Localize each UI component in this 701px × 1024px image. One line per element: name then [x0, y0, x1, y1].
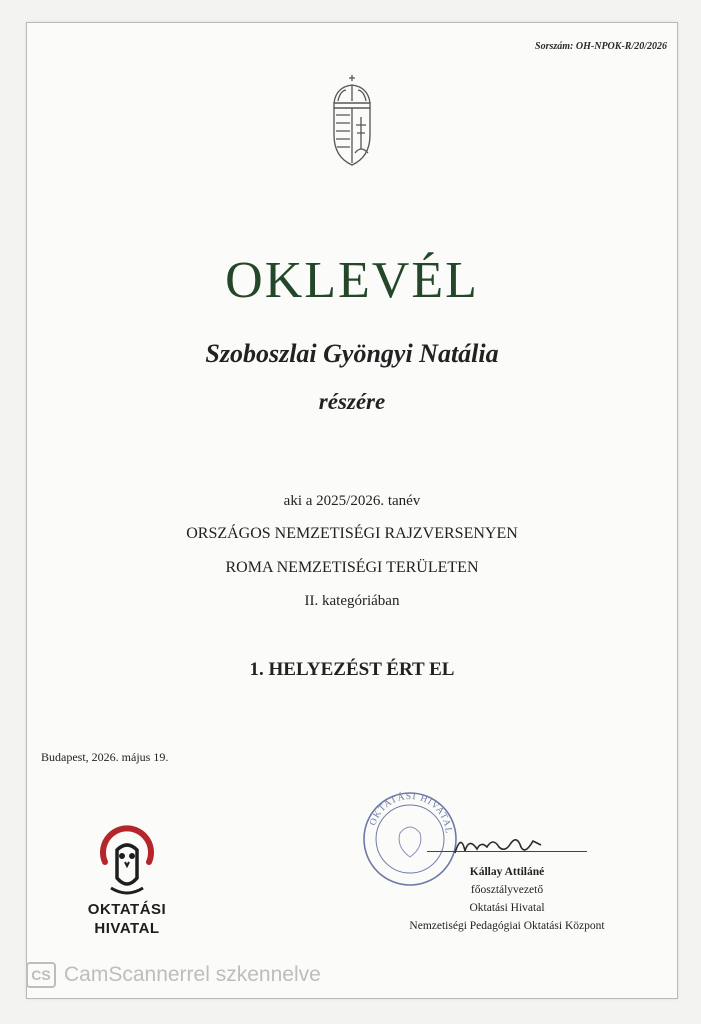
- coat-of-arms-icon: [328, 73, 376, 169]
- signer-block: [357, 863, 657, 935]
- signature: [447, 823, 547, 863]
- signer-org-2: Nemzetiségi Pedagógiai Oktatási Központ: [409, 920, 605, 932]
- recipient-suffix: részére: [318, 389, 386, 414]
- signer-position: főosztályvezető: [470, 884, 544, 896]
- body-line-3: ROMA NEMZETISÉGI TERÜLETEN: [225, 559, 479, 576]
- body-line-2: ORSZÁGOS NEMZETISÉGI RAJZVERSENYEN: [186, 525, 518, 542]
- body-line-4: II. kategóriában: [304, 593, 400, 609]
- place-date: Budapest, 2026. május 19.: [41, 750, 169, 764]
- body-line-1: aki a 2025/2026. tanév: [283, 493, 421, 509]
- scanner-watermark: [26, 962, 321, 988]
- svg-text:OKTATÁSI HIVATAL: [368, 790, 453, 835]
- serial-number: Sorszám: OH-NPOK-R/20/2026: [535, 41, 667, 52]
- recipient-name: Szoboszlai Gyöngyi Natália: [205, 339, 499, 368]
- result-text: 1. HELYEZÉST ÉRT EL: [249, 659, 455, 680]
- signer-org-1: Oktatási Hivatal: [469, 902, 545, 914]
- certificate-sheet: [26, 22, 678, 999]
- logo-line-1: OKTATÁSI: [87, 901, 167, 918]
- certificate-title: OKLEVÉL: [225, 252, 479, 309]
- stamp-text: OKTATÁSI HIVATAL: [368, 791, 454, 835]
- signature-line: [427, 851, 587, 852]
- camscanner-icon: CS: [26, 962, 56, 988]
- watermark-text: CamScannerrel szkennelve: [64, 963, 321, 986]
- owl-logo-icon: [95, 818, 159, 896]
- logo-line-2: HIVATAL: [94, 920, 160, 937]
- signer-name: Kállay Attiláné: [469, 866, 545, 878]
- oktatasi-hivatal-logo: [67, 818, 187, 938]
